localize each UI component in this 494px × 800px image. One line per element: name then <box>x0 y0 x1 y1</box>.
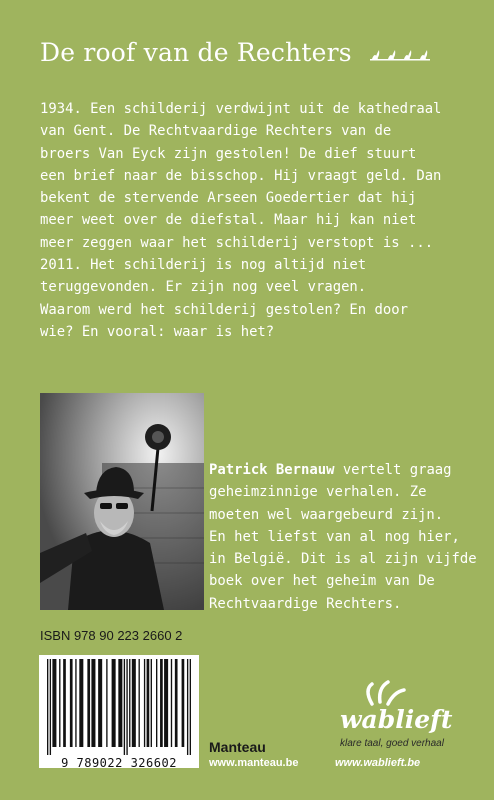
barcode-bar <box>187 659 188 755</box>
barcode-bar <box>160 659 163 747</box>
synopsis-line: wie? En vooral: waar is het? <box>40 323 275 340</box>
barcode-bar <box>63 659 66 747</box>
synopsis-text <box>40 98 460 343</box>
barcode-bar <box>87 659 90 747</box>
synopsis-line: broers Van Eyck zijn gestolen! De dief stuurt <box>40 145 417 162</box>
barcode-bar <box>50 659 51 755</box>
author-bio-line: boek over het geheim van De <box>209 573 435 590</box>
barcode-bar <box>144 659 145 747</box>
barcode-bar <box>106 659 107 747</box>
barcode-bar <box>98 659 102 747</box>
synopsis-line: meer zeggen waar het schilderij verstopt is ... <box>40 234 434 251</box>
imprint-logo-text: wablieft <box>340 705 453 734</box>
barcode-bar <box>156 659 157 747</box>
synopsis-line: bekent de stervende Arseen Goedertier dat hij <box>40 190 417 207</box>
barcode-bars <box>39 659 199 759</box>
author-bio-line: geheimzinnige verhalen. Ze <box>209 484 427 501</box>
synopsis-line: Waarom werd het schilderij gestolen? En door <box>40 301 408 318</box>
barcode-bar <box>151 659 152 747</box>
barcode-bar <box>79 659 83 747</box>
barcode-bar <box>59 659 60 747</box>
barcode-digits: 9 789022 326602 <box>61 756 177 770</box>
barcode-bar <box>132 659 136 747</box>
publisher-name: Manteau <box>209 739 266 755</box>
barcode-bar <box>91 659 95 747</box>
barcode <box>39 655 199 768</box>
barcode-bar <box>52 659 56 747</box>
barcode-bar <box>164 659 168 747</box>
synopsis-line: van Gent. De Rechtvaardige Rechters van de <box>40 123 392 140</box>
isbn-number: ISBN 978 90 223 2660 2 <box>40 628 183 643</box>
barcode-bar <box>182 659 185 747</box>
barcode-bar <box>190 659 191 755</box>
barcode-bar <box>147 659 150 747</box>
author-bio-line: Rechtvaardige Rechters. <box>209 595 402 612</box>
author-photo <box>40 393 204 610</box>
synopsis-line: 1934. Een schilderij verdwijnt uit de kathedraal <box>40 101 442 117</box>
barcode-bar <box>75 659 76 747</box>
barcode-bar <box>139 659 140 747</box>
author-name: Patrick Bernauw <box>209 462 335 478</box>
author-bio-line: moeten wel waargebeurd zijn. <box>209 506 444 523</box>
author-bio-first-line: vertelt graag <box>334 462 452 478</box>
synopsis-line: een brief naar de bisschop. Hij vraagt geld. Dan <box>40 167 442 184</box>
synopsis-line: meer weet over de diefstal. Maar hij kan niet <box>40 212 417 229</box>
synopsis-line: 2011. Het schilderij is nog altijd niet <box>40 257 367 274</box>
author-bio <box>209 459 477 615</box>
author-bio-line: En het liefst van al nog hier, <box>209 528 460 545</box>
book-title: De roof van de Rechters <box>40 38 352 67</box>
publisher-url[interactable]: www.manteau.be <box>209 757 299 769</box>
synopsis-line: teruggevonden. Er zijn nog veel vragen. <box>40 279 367 296</box>
author-bio-rest <box>209 484 477 611</box>
barcode-bar <box>171 659 172 747</box>
author-bio-line: in België. Dit is al zijn vijfde <box>209 551 477 568</box>
barcode-bar <box>70 659 73 747</box>
imprint-url[interactable]: www.wablieft.be <box>335 757 421 769</box>
barcode-bar <box>126 659 127 755</box>
leaf-ornament-icon <box>370 48 432 62</box>
barcode-bar <box>118 659 122 747</box>
barcode-bar <box>129 659 130 747</box>
barcode-bar <box>124 659 125 755</box>
barcode-bar <box>47 659 48 755</box>
barcode-bar <box>175 659 178 747</box>
imprint-tagline: klare taal, goed verhaal <box>340 738 444 749</box>
barcode-bar <box>112 659 116 747</box>
